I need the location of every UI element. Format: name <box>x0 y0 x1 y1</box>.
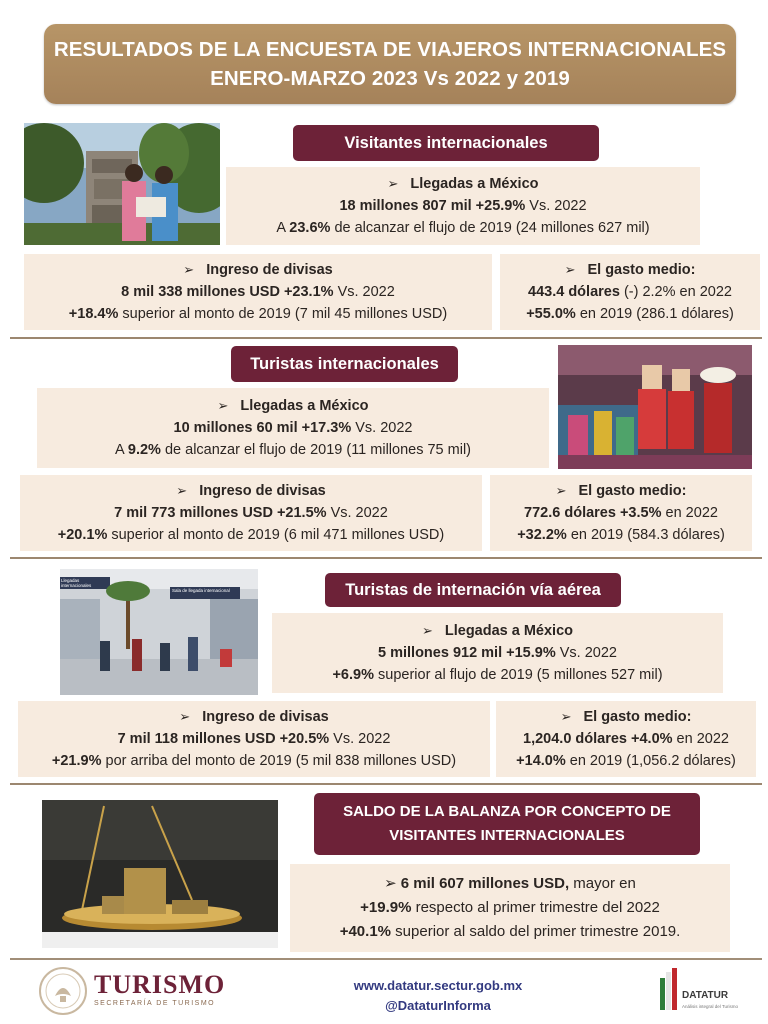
section-divider <box>10 783 762 785</box>
card-line-post: en 2019 (1,056.2 dólares) <box>565 753 736 769</box>
card-line-post: superior al monto de 2019 (7 mil 45 millones USD) <box>118 306 448 322</box>
card-heading: Llegadas a México <box>410 176 539 192</box>
arrow-icon: ➢ <box>183 262 195 277</box>
card-heading: Ingreso de divisas <box>199 483 326 499</box>
card-visitantes-gasto <box>500 254 760 330</box>
card-line-post: de alcanzar el flujo de 2019 (24 millones 627 mil) <box>330 220 650 236</box>
card-value-tail: en 2022 <box>672 731 729 747</box>
turismo-logo-sub: SECRETARÍA DE TURISMO <box>94 1000 216 1007</box>
card-visitantes-ingreso <box>24 254 492 330</box>
card-value-tail: mayor en <box>569 875 636 892</box>
card-value: 10 millones 60 mil +17.3% <box>173 420 352 436</box>
card-line-post: en 2019 (286.1 dólares) <box>575 306 734 322</box>
card-line-pre: A <box>276 220 290 236</box>
datatur-logo-name: DATATUR <box>682 990 729 1001</box>
card-heading: El gasto medio: <box>578 483 687 499</box>
tab-aerea: Turistas de internación vía aérea <box>325 573 621 607</box>
tab-turistas: Turistas internacionales <box>231 346 458 382</box>
card-line-bold: +32.2% <box>517 527 567 543</box>
datatur-logo <box>660 968 764 1016</box>
card-line-post: en 2019 (584.3 dólares) <box>566 527 725 543</box>
arrow-icon: ➢ <box>179 709 191 724</box>
card-line-bold: 23.6% <box>289 220 331 236</box>
card-line-post: por arriba del monto de 2019 (5 mil 838 millones USD) <box>101 753 457 769</box>
card-line-post: de alcanzar el flujo de 2019 (11 millones 75 mil) <box>160 442 471 458</box>
section-divider <box>10 958 762 960</box>
card-heading: El gasto medio: <box>583 709 692 725</box>
card-value-tail: Vs. 2022 <box>326 505 388 521</box>
card-heading: Llegadas a México <box>444 623 574 639</box>
card-line-bold: +40.1% <box>339 923 391 940</box>
photo-visitors-ruins <box>24 123 220 245</box>
card-value: 7 mil 118 millones USD +20.5% <box>117 731 330 747</box>
card-heading: El gasto medio: <box>587 262 696 278</box>
card-line-pre: A <box>114 442 128 458</box>
title-line-1: RESULTADOS DE LA ENCUESTA DE VIAJEROS INTERNACIONALES <box>53 38 727 61</box>
card-line-post: respecto al primer trimestre del 2022 <box>411 899 660 916</box>
card-line-post: superior al monto de 2019 (6 mil 471 millones USD) <box>107 527 445 543</box>
card-value: 5 millones 912 mil +15.9% <box>378 645 556 661</box>
card-line-bold: +18.4% <box>68 306 119 322</box>
airport-sign-hall: Sala de llegada internacional <box>172 588 230 593</box>
card-value-tail: Vs. 2022 <box>351 420 413 436</box>
card-value: 7 mil 773 millones USD +21.5% <box>114 505 327 521</box>
card-turistas-ingreso <box>20 475 482 551</box>
card-value-tail: Vs. 2022 <box>555 645 617 661</box>
card-value-tail: Vs. 2022 <box>333 284 395 300</box>
airport-sign-arrivals: Llegadas internacionales <box>61 578 92 588</box>
card-saldo <box>290 864 730 952</box>
card-line-bold: +19.9% <box>360 899 412 916</box>
card-value: 8 mil 338 millones USD +23.1% <box>121 284 334 300</box>
tab-saldo <box>314 793 700 855</box>
arrow-icon: ➢ <box>384 875 397 892</box>
photo-coins-scale <box>42 800 278 948</box>
card-line-bold: 9.2% <box>127 442 161 458</box>
card-line-bold: +6.9% <box>332 667 374 683</box>
arrow-icon: ➢ <box>560 709 572 724</box>
turismo-logo-name: TURISMO <box>94 970 226 999</box>
card-line-bold: +55.0% <box>526 306 576 322</box>
card-value-tail: Vs. 2022 <box>525 198 587 214</box>
card-line-bold: +20.1% <box>57 527 108 543</box>
card-line-post: superior al saldo del primer trimestre 2019. <box>391 923 681 940</box>
photo-tourists-market <box>558 345 752 469</box>
card-value-tail: Vs. 2022 <box>329 731 391 747</box>
arrow-icon: ➢ <box>555 483 567 498</box>
title-line-2: ENERO-MARZO 2023 Vs 2022 y 2019 <box>210 67 570 90</box>
flag-bars-icon <box>660 968 680 1010</box>
arrow-icon: ➢ <box>564 262 576 277</box>
card-value-tail: en 2022 <box>661 505 718 521</box>
arrow-icon: ➢ <box>217 398 229 413</box>
card-aerea-llegadas <box>272 613 723 693</box>
tab-visitantes: Visitantes internacionales <box>293 125 599 161</box>
card-turistas-llegadas <box>37 388 549 468</box>
card-line-post: superior al flujo de 2019 (5 millones 527 mil) <box>373 667 663 683</box>
page-title <box>44 24 736 104</box>
arrow-icon: ➢ <box>387 176 399 191</box>
saldo-tab-line-1: SALDO DE LA BALANZA POR CONCEPTO DE <box>343 803 671 820</box>
card-value: 6 mil 607 millones USD, <box>400 875 570 892</box>
footer-links <box>318 976 558 1020</box>
footer-social-handle[interactable]: @DataturInforma <box>385 998 491 1013</box>
card-turistas-gasto <box>490 475 752 551</box>
arrow-icon: ➢ <box>421 623 433 638</box>
card-value: 18 millones 807 mil +25.9% <box>339 198 526 214</box>
card-heading: Llegadas a México <box>240 398 369 414</box>
card-aerea-gasto <box>496 701 756 777</box>
card-value-tail: (-) 2.2% en 2022 <box>619 284 732 300</box>
photo-airport-arrivals <box>60 569 258 695</box>
mexico-seal-icon <box>38 966 88 1016</box>
card-line-bold: +21.9% <box>51 753 102 769</box>
saldo-tab-line-2: VISITANTES INTERNACIONALES <box>389 827 625 844</box>
arrow-icon: ➢ <box>176 483 188 498</box>
card-value: 1,204.0 dólares +4.0% <box>523 731 673 747</box>
section-divider <box>10 557 762 559</box>
card-line-bold: +14.0% <box>516 753 566 769</box>
card-value: 772.6 dólares +3.5% <box>524 505 662 521</box>
footer-url-link[interactable]: www.datatur.sectur.gob.mx <box>353 978 523 993</box>
datatur-logo-tagline: Análisis integral del Turismo <box>682 1004 739 1009</box>
card-heading: Ingreso de divisas <box>206 262 333 278</box>
card-heading: Ingreso de divisas <box>202 709 329 725</box>
section-divider <box>10 337 762 339</box>
turismo-logo <box>94 972 254 1012</box>
card-value: 443.4 dólares <box>528 284 620 300</box>
card-aerea-ingreso <box>18 701 490 777</box>
card-visitantes-llegadas <box>226 167 700 245</box>
